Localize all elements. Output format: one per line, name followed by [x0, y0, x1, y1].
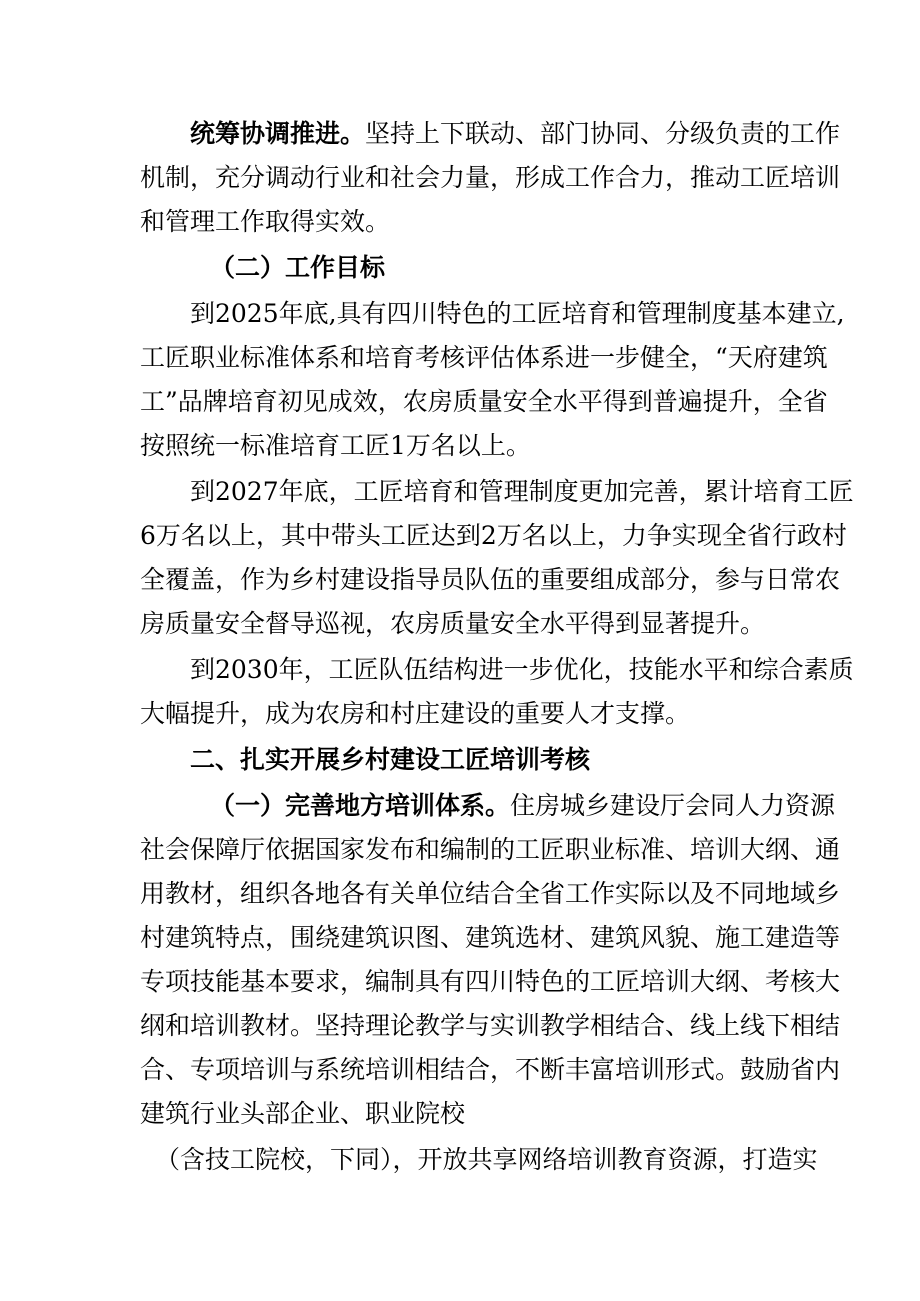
paragraph-3-line-3: 全覆盖，作为乡村建设指导员队伍的重要组成部分，参与日常农	[140, 565, 841, 594]
paragraph-2-line-1: 到2025年底,具有四川特色的工匠培育和管理制度基本建立,	[190, 299, 845, 328]
paragraph-5-line-4: 村建筑特点，围绕建筑识图、建筑选材、建筑风貌、施工建造等	[140, 923, 841, 952]
section-heading-2: 二、扎实开展乡村建设工匠培训考核	[190, 745, 591, 774]
paragraph-3-line-2: 6万名以上，其中带头工匠达到2万名以上，力争实现全省行政村	[140, 521, 847, 550]
paragraph-5-line-8: 建筑行业头部企业、职业院校	[140, 1099, 466, 1128]
paragraph-5-line-7: 合、专项培训与系统培训相结合，不断丰富培训形式。鼓励省内	[140, 1055, 841, 1084]
paragraph-5-line-6: 纲和培训教材。坚持理论教学与实训教学相结合、线上线下相结	[140, 1011, 841, 1040]
paragraph-1-line-2: 机制，充分调动行业和社会力量，形成工作合力，推动工匠培训	[140, 163, 841, 192]
paragraph-5-line-5: 专项技能基本要求，编制具有四川特色的工匠培训大纲、考核大	[140, 967, 841, 996]
paragraph-2-line-2: 工匠职业标准体系和培育考核评估体系进一步健全，“天府建筑	[140, 343, 828, 372]
paragraph-3-line-4: 房质量安全督导巡视，农房质量安全水平得到显著提升。	[140, 609, 766, 638]
paragraph-5-line-1-text: 住房城乡建设厅会同人力资源	[510, 791, 836, 820]
paragraph-4-line-1: 到2030年，工匠队伍结构进一步优化，技能水平和综合素质	[190, 655, 854, 684]
paragraph-2-line-3: 工”品牌培育初见成效，农房质量安全水平得到普遍提升，全省	[140, 387, 828, 416]
paragraph-5-line-9: （含技工院校，下同），开放共享网络培训教育资源，打造实	[155, 1145, 818, 1174]
paragraph-5-line-3: 用教材，组织各地各有关单位结合全省工作实际以及不同地域乡	[140, 879, 841, 908]
paragraph-2-line-4: 按照统一标准培育工匠1万名以上。	[140, 431, 531, 460]
paragraph-5-line-2: 社会保障厅依据国家发布和编制的工匠职业标准、培训大纲、通	[140, 835, 841, 864]
paragraph-3-line-1: 到2027年底，工匠培育和管理制度更加完善，累计培育工匠	[190, 477, 854, 506]
paragraph-1-lead: 统筹协调推进。	[190, 119, 366, 148]
paragraph-1-line-1	[190, 117, 841, 151]
subheading-work-goals: （二）工作目标	[210, 253, 386, 282]
paragraph-4-line-2: 大幅提升，成为农房和村庄建设的重要人才支撑。	[140, 699, 691, 728]
paragraph-5-line-1	[210, 789, 836, 823]
paragraph-1-line-1-text: 坚持上下联动、部门协同、分级负责的工作	[365, 119, 841, 148]
paragraph-1-line-3: 和管理工作取得实效。	[140, 207, 391, 236]
paragraph-5-lead: （一）完善地方培训体系。	[210, 791, 511, 820]
